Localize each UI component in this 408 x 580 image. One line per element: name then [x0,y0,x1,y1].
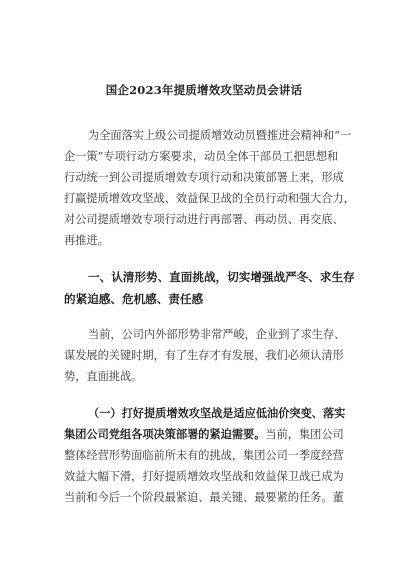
paragraph-1-line-2: 企一策”专项行动方案要求，动员全体干部员工把思想和 [64,150,339,163]
document-title: 国企2023年提质增效攻坚动员会讲话 [105,83,303,97]
paragraph-1-line-3: 行动统一到公司提质增效专项行动和决策部署上来，形成 [64,171,344,184]
paragraph-3-line-1: （一）打好提质增效攻坚战是适应低油价突变、落实 [88,406,346,420]
paragraph-3-line-4: 效益大幅下滑，打好提质增效攻坚战和效益保卫战已成为 [64,470,344,483]
paragraph-3-line-2-rest: 当前，集团公司 [265,428,344,441]
paragraph-3-line-5: 当前和今后一个阶段最紧迫、最关键、最要紧的任务。董 [64,491,344,504]
paragraph-3-line-2 [64,426,344,442]
paragraph-1-line-6: 再推进。 [64,234,109,247]
paragraph-2-line-1: 当前，公司内外部形势非常严峻，企业到了求生存、 [88,328,346,341]
paragraph-3-bold-lead: 集团公司党组各项决策部署的紧迫需要。 [64,427,266,441]
section-heading-line-2: 的紧迫感、危机感、责任感 [64,292,204,306]
paragraph-3-line-3: 整体经营形势面临前所未有的挑战，集团公司一季度经营 [64,449,344,462]
paragraph-2-line-2: 谋发展的关键时期，有了生存才有发展，我们必须认清形 [64,349,344,362]
section-heading-line-1: 一、认清形势、直面挑战，切实增强战严冬、求生存 [88,270,355,284]
paragraph-1-line-4: 打赢提质增效攻坚战、效益保卫战的全员行动和强大合力， [64,192,355,205]
paragraph-2-line-3: 势，直面挑战。 [64,370,143,383]
paragraph-1-line-1: 为全面落实上级公司提质增效动员暨推进会精神和“一 [88,129,352,142]
paragraph-1-line-5: 对公司提质增效专项行动进行再部署、再动员、再交底、 [64,213,344,226]
